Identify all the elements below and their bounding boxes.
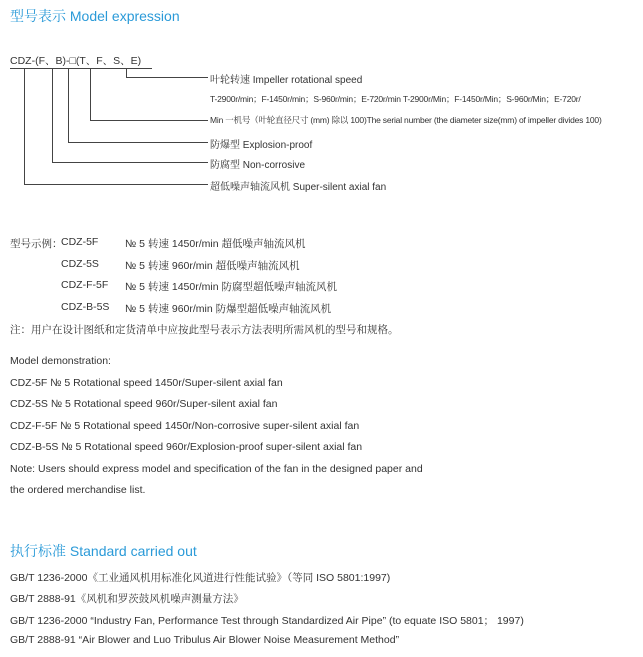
model-code-underline xyxy=(10,68,152,69)
annotation-explosion-proof: 防爆型 Explosion-proof xyxy=(210,140,313,151)
example-cn-desc: № 5 转速 960r/min 超低噪声轴流风机 xyxy=(125,260,300,272)
example-cn-model: CDZ-B-5S xyxy=(61,301,110,313)
annotation-super-silent: 超低噪声轴流风机 Super-silent axial fan xyxy=(210,182,387,193)
bracket-line xyxy=(52,162,208,163)
section-title-model-expression: 型号表示 Model expression xyxy=(10,8,180,24)
standard-item: GB/T 2888-91 “Air Blower and Luo Tribulus Air Blower Noise Measurement Method” xyxy=(10,634,400,646)
annotation-non-corrosive: 防腐型 Non-corrosive xyxy=(210,160,306,171)
examples-en-note: Note: Users should express model and specification of the fan in the designed paper and xyxy=(10,463,423,475)
example-cn-desc: № 5 转速 1450r/min 防腐型超低噪声轴流风机 xyxy=(125,281,337,293)
examples-cn-note: 注：用户在设计图纸和定货清单中应按此型号表示方法表明所需风机的型号和规格。 xyxy=(10,324,399,336)
standard-item: GB/T 1236-2000 “Industry Fan, Performance Test through Standardized Air Pipe” (to equate ISO 5801； 1997) xyxy=(10,615,524,627)
standard-item: GB/T 2888-91《风机和罗茨鼓风机噪声测量方法》 xyxy=(10,593,244,605)
examples-en-label: Model demonstration: xyxy=(10,355,111,367)
section-title-standards: 执行标准 Standard carried out xyxy=(10,543,197,559)
example-cn-model: CDZ-5S xyxy=(61,258,99,270)
example-cn-model: CDZ-F-5F xyxy=(61,279,109,291)
annotation-speed-values: T-2900r/min；F-1450r/min；S-960r/min；E-720r/min T-2900r/Min；F-1450r/Min；S-960r/Min；E-720r/ xyxy=(210,94,581,104)
annotation-machine-number: Min 一机号（叶轮直径尺寸 (mm) 除以 100)The serial number (the diameter size(mm) of impeller divides 100) xyxy=(210,115,602,125)
example-en-row: CDZ-5F № 5 Rotational speed 1450r/Super-silent axial fan xyxy=(10,377,283,389)
model-code xyxy=(10,53,141,68)
model-code-prefix: CDZ-(F、B)- xyxy=(10,55,70,67)
example-cn-desc: № 5 转速 960r/min 防爆型超低噪声轴流风机 xyxy=(125,303,332,315)
example-en-row: CDZ-5S № 5 Rotational speed 960r/Super-silent axial fan xyxy=(10,398,278,410)
examples-cn-label: 型号示例： xyxy=(10,238,63,250)
bracket-line xyxy=(90,120,208,121)
model-code-speeds: (T、F、S、E) xyxy=(75,55,142,67)
standard-item: GB/T 1236-2000《工业通风机用标准化风道进行性能试验》（等同 ISO 5801:1997) xyxy=(10,572,391,584)
model-code-box: □ xyxy=(69,55,76,67)
bracket-line xyxy=(24,69,25,184)
bracket-line xyxy=(126,69,127,77)
bracket-line xyxy=(24,184,208,185)
bracket-line xyxy=(90,69,91,120)
bracket-line xyxy=(68,69,69,142)
bracket-line xyxy=(126,77,208,78)
example-en-row: CDZ-F-5F № 5 Rotational speed 1450r/Non-corrosive super-silent axial fan xyxy=(10,420,360,432)
bracket-line xyxy=(52,69,53,162)
bracket-line xyxy=(68,142,208,143)
annotation-speed: 叶轮转速 Impeller rotational speed xyxy=(210,75,363,86)
example-cn-model: CDZ-5F xyxy=(61,236,99,248)
examples-en-note-continued: the ordered merchandise list. xyxy=(10,484,146,496)
example-cn-desc: № 5 转速 1450r/min 超低噪声轴流风机 xyxy=(125,238,306,250)
example-en-row: CDZ-B-5S № 5 Rotational speed 960r/Explosion-proof super-silent axial fan xyxy=(10,441,363,453)
